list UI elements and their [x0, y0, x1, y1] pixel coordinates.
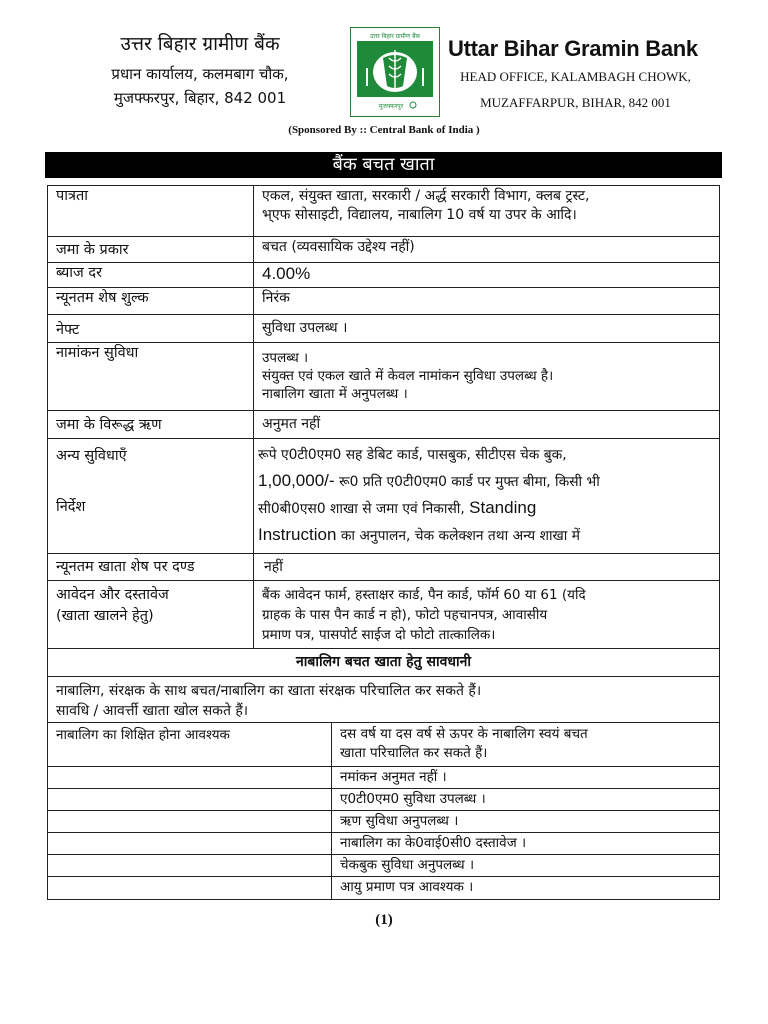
other-facilities-line-4 — [258, 522, 715, 549]
eligibility-line-2: भ्एफ सोसाइटी, विद्यालय, नाबालिग 10 वर्ष या उपर के आदि। — [262, 207, 577, 223]
minor-item: चेकबुक सुविधा अनुपलब्ध । — [331, 854, 720, 877]
collection-text: का अनुपालन, चेक कलेक्शन तथा अन्य शाखा में — [336, 528, 581, 544]
other-facilities-label: अन्य सुविधाएँ — [56, 448, 127, 464]
address-english-line-2: MUZAFFARPUR, BIHAR, 842 001 — [480, 95, 671, 110]
insurance-amount: 1,00,000/- — [258, 471, 335, 490]
svg-text:मुजफ्फरपुर: मुजफ्फरपुर — [378, 103, 404, 110]
header-english — [448, 36, 748, 114]
application-label-line-2: (खाता खालने हेतु) — [56, 608, 154, 624]
application-line-1: बैंक आवेदन फार्म, हस्ताक्षर कार्ड, पैन कार्ड, फॉर्म 60 या 61 (यदि — [262, 587, 586, 603]
label-deposit-type: जमा के प्रकार — [47, 236, 254, 263]
application-line-2: ग्राहक के पास पैन कार्ड न हो), फोटो पहचानपत्र, आवासीय — [262, 607, 548, 623]
address-hindi-line-2: मुजफ्फरपुर, बिहार, 842 001 — [113, 89, 287, 107]
bank-name-english: Uttar Bihar Gramin Bank — [448, 36, 698, 61]
value-min-balance-fee: निरंक — [253, 287, 720, 315]
application-line-3: प्रमाण पत्र, पासपोर्ट साईज दो फोटो तात्कालिक। — [262, 627, 496, 643]
value-deposit-type: बचत (व्यवसायिक उद्देश्य नहीं) — [253, 236, 720, 263]
minor-guardian-label-2: सावधि / आवर्त्ती खाता खोल सकते हैं। — [56, 703, 249, 719]
value-eligibility — [253, 185, 720, 237]
minor-literate-line-1: दस वर्ष या दस वर्ष से ऊपर के नाबालिग स्वयं बचत — [340, 726, 588, 742]
minor-literate-value — [331, 722, 720, 767]
minor-item: आयु प्रमाण पत्र आवश्यक । — [331, 876, 720, 900]
minor-guardian-value: /नाबालिग का खाता संरक्षक परिचालित कर सकते हैं। — [215, 683, 482, 699]
page-number: (1) — [375, 912, 393, 928]
value-other-facilities — [253, 438, 720, 554]
empty-label-cell — [47, 854, 332, 877]
instruction-text: Instruction — [258, 525, 337, 544]
other-facilities-line-3 — [258, 495, 715, 522]
address-english-line-1: HEAD OFFICE, KALAMBAGH CHOWK, — [460, 69, 691, 84]
bank-logo-icon — [351, 28, 439, 116]
minor-section-heading: नाबालिग बचत खाता हेतु सावधानी — [47, 648, 720, 677]
bank-name-hindi: उत्तर बिहार ग्रामीण बैंक — [120, 33, 280, 55]
value-nomination — [253, 342, 720, 411]
minor-guardian-row — [47, 676, 720, 723]
instruction-label: निर्देश — [56, 499, 86, 515]
other-facilities-line-2 — [258, 468, 715, 495]
minor-guardian-line-1 — [56, 681, 711, 701]
label-nomination: नामांकन सुविधा — [47, 342, 254, 411]
value-application-docs — [253, 580, 720, 649]
label-min-balance-penalty: न्यूनतम खाता शेष पर दण्ड — [47, 553, 254, 581]
nomination-line-1: उपलब्ध । — [262, 350, 309, 366]
minor-literate-label: नाबालिग का शिक्षित होना आवश्यक — [47, 722, 332, 767]
minor-item: ऋण सुविधा अनुपलब्ध । — [331, 810, 720, 833]
value-min-balance-penalty: नहीं — [253, 553, 720, 581]
document-title: बैंक बचत खाता — [332, 154, 435, 175]
minor-literate-line-2: खाता परिचालित कर सकते हैं। — [340, 745, 488, 761]
value-loan-against-deposit: अनुमत नहीं — [253, 410, 720, 439]
insurance-text: रू0 प्रति ए0टी0एम0 कार्ड पर मुफ्त बीमा, किसी भी — [334, 474, 600, 490]
label-loan-against-deposit: जमा के विरूद्ध ऋण — [47, 410, 254, 439]
minor-item: नमांकन अनुमत नहीं । — [331, 766, 720, 789]
bank-logo — [350, 27, 440, 117]
minor-item: नाबालिग का के0वाई0सी0 दस्तावेज । — [331, 832, 720, 855]
application-label-line-1: आवेदन और दस्तावेज — [56, 587, 169, 603]
cbs-text: सी0बी0एस0 शाखा से जमा एवं निकासी, — [258, 501, 470, 517]
label-application-docs — [47, 580, 254, 649]
other-facilities-line-1: रूपे ए0टी0एम0 सह डेबिट कार्ड, पासबुक, सीटीएस चेक बुक, — [258, 447, 567, 463]
standing-text: Standing — [469, 498, 537, 517]
empty-label-cell — [47, 766, 332, 789]
empty-label-cell — [47, 876, 332, 900]
address-hindi-line-1: प्रधान कार्यालय, कलमबाग चौक, — [111, 65, 289, 83]
minor-item: ए0टी0एम0 सुविधा उपलब्ध । — [331, 788, 720, 811]
empty-label-cell — [47, 832, 332, 855]
empty-label-cell — [47, 788, 332, 811]
empty-label-cell — [47, 810, 332, 833]
label-neft: नेफ्ट — [47, 314, 254, 343]
eligibility-line-1: एकल, संयुक्त खाता, सरकारी / अर्द्ध सरकारी विभाग, क्लब ट्रस्ट, — [262, 188, 590, 204]
label-interest-rate: ब्याज दर — [47, 262, 254, 288]
nomination-line-2: संयुक्त एवं एकल खाते में केवल नामांकन सुविधा उपलब्ध है। — [262, 368, 554, 384]
sponsor-note: (Sponsored By :: Central Bank of India ) — [288, 124, 480, 136]
minor-guardian-label-1: नाबालिग, संरक्षक के साथ बचत — [56, 683, 216, 699]
header-hindi — [80, 30, 320, 110]
nomination-line-3: नाबालिग खाता में अनुपलब्ध । — [262, 386, 408, 402]
value-neft: सुविधा उपलब्ध । — [253, 314, 720, 343]
svg-text:उत्तर बिहार ग्रामीण बैंक: उत्तर बिहार ग्रामीण बैंक — [369, 33, 421, 40]
value-interest-rate: 4.00% — [253, 262, 720, 288]
label-min-balance-fee: न्यूनतम शेष शुल्क — [47, 287, 254, 315]
title-bar — [45, 152, 722, 178]
label-other-facilities — [47, 438, 254, 554]
label-eligibility: पात्रता — [47, 185, 254, 237]
